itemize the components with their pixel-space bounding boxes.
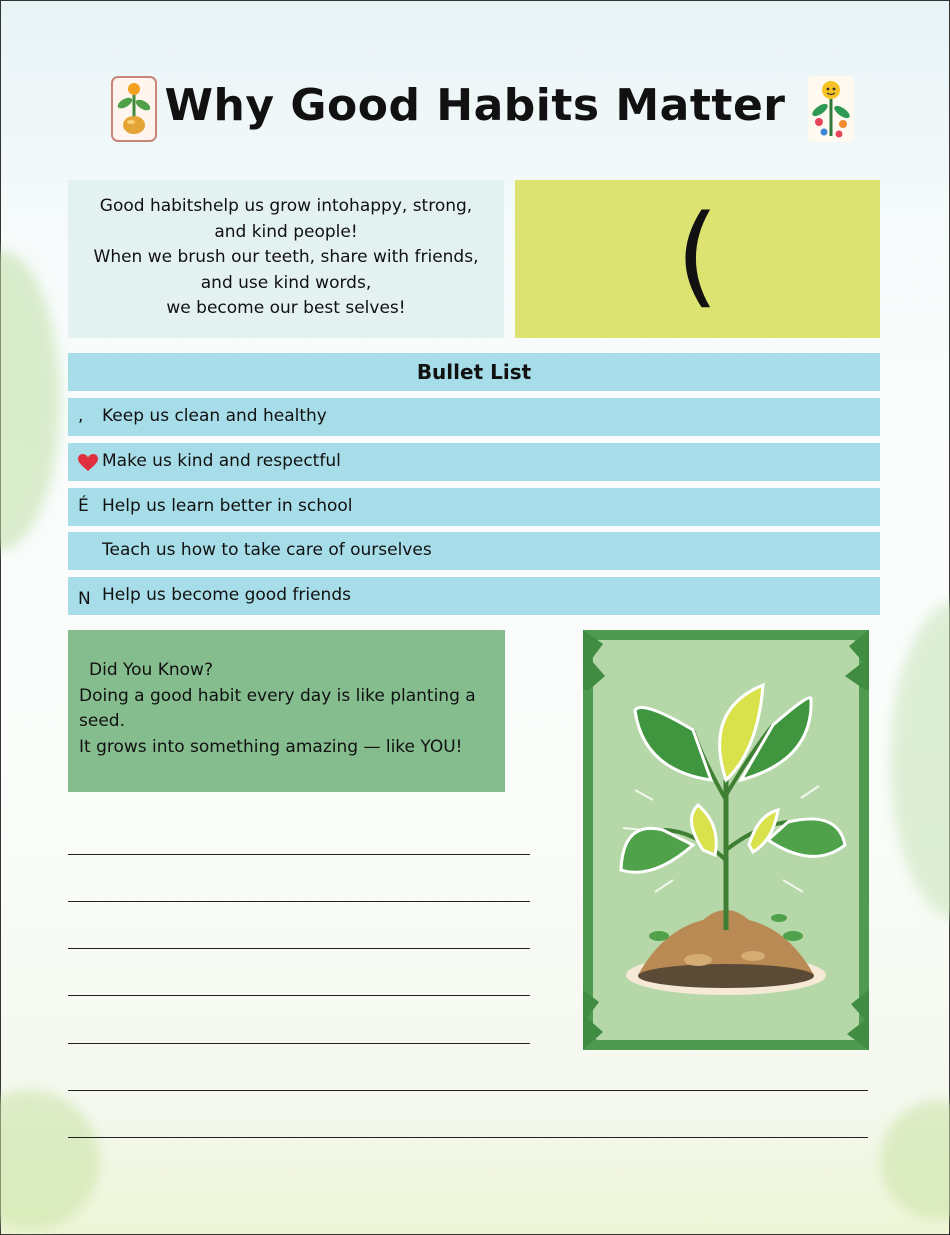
did-you-know-box (68, 630, 505, 792)
writing-line[interactable] (68, 854, 530, 855)
list-item-text: Keep us clean and healthy (102, 406, 327, 426)
heart-icon (78, 454, 98, 472)
list-item (68, 532, 880, 570)
intro-line: we become our best selves! (166, 298, 406, 318)
list-item-text: Help us become good friends (102, 585, 351, 605)
list-item (68, 488, 880, 526)
bg-bush-bottom-left (0, 1090, 100, 1230)
writing-line[interactable] (68, 1043, 530, 1044)
placeholder-glyph: ( (676, 191, 719, 319)
bg-tree-left (0, 250, 60, 550)
list-item-text: Teach us how to take care of ourselves (102, 540, 432, 560)
did-you-know-line: It grows into something amazing — like YOU! (79, 736, 463, 757)
intro-line: and kind people! (214, 221, 358, 242)
intro-line: Good habitshelp us grow intohappy, strong, (99, 196, 473, 216)
bullet-list-header: Bullet List (68, 353, 880, 391)
intro-text-box (68, 180, 504, 338)
writing-line[interactable] (68, 948, 530, 949)
did-you-know-title: Did You Know? (89, 660, 213, 680)
did-you-know-line: seed. (79, 711, 125, 731)
list-item (68, 398, 880, 436)
list-item-glyph: , (78, 406, 84, 426)
writing-line[interactable] (68, 995, 530, 996)
did-you-know-line: Doing a good habit every day is like planting a (79, 685, 476, 706)
page-title: Why Good Habits Matter (164, 80, 786, 131)
sprouting-plant-illustration (583, 630, 869, 1050)
list-item-text: Make us kind and respectful (102, 451, 341, 471)
list-item-glyph: É (78, 496, 89, 516)
intro-line: When we brush our teeth, share with friends, (93, 247, 479, 267)
bg-tree-right (890, 600, 950, 920)
list-item (68, 577, 880, 615)
intro-line: and use kind words, (200, 272, 372, 293)
writing-line[interactable] (68, 901, 530, 902)
sunflower-bouquet-sticker-icon (806, 74, 856, 144)
list-item-text: Help us learn better in school (102, 496, 353, 516)
writing-line[interactable] (68, 1137, 868, 1138)
list-item-glyph: N (78, 589, 91, 609)
yellow-placeholder-box (515, 180, 880, 338)
bg-bush-bottom-right (880, 1100, 950, 1220)
writing-line[interactable] (68, 1090, 868, 1091)
list-item (68, 443, 880, 481)
